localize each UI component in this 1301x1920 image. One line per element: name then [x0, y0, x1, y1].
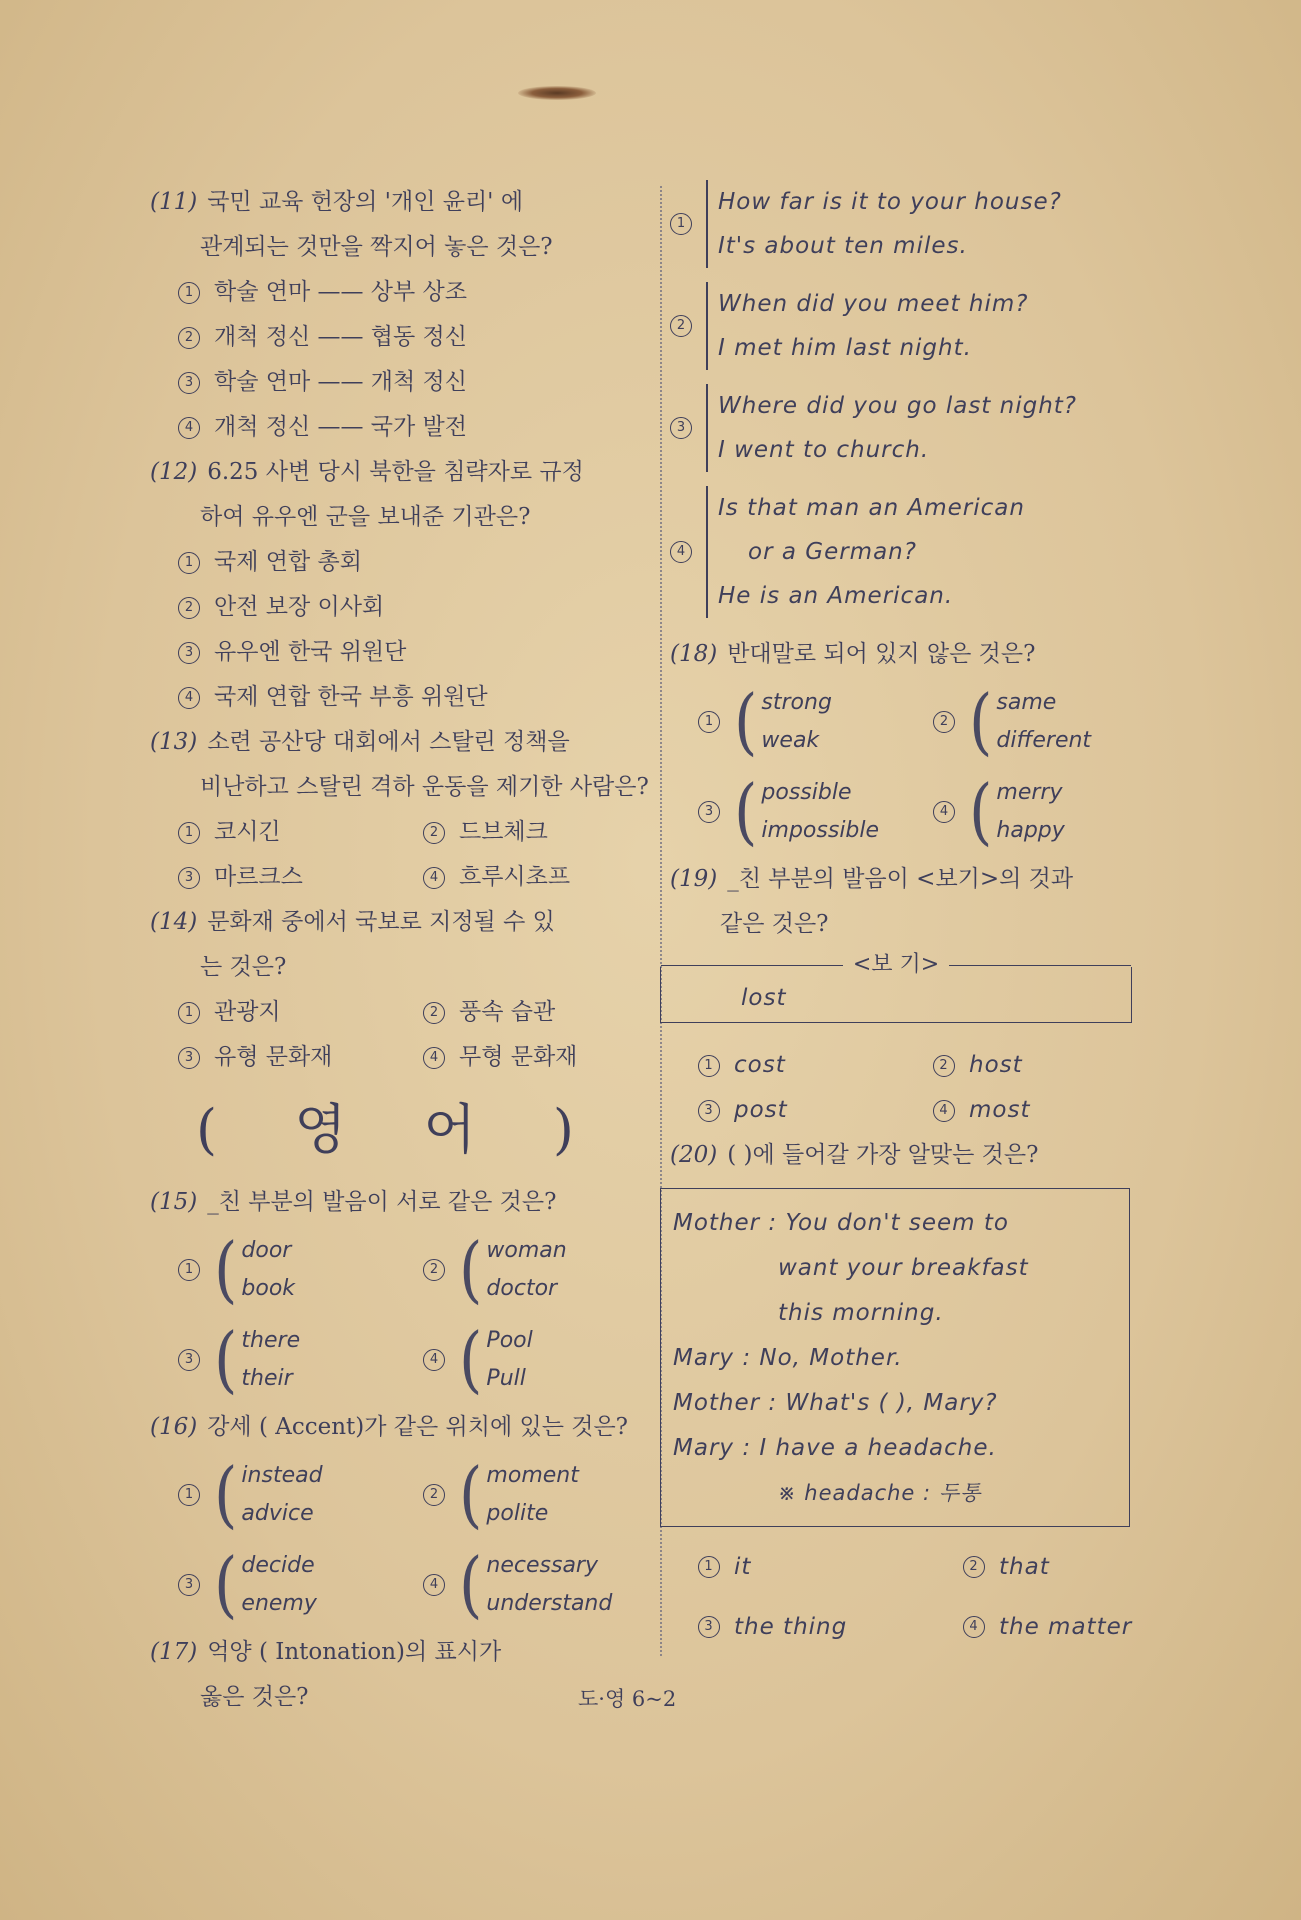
- option-3[interactable]: 3 ( decide enemy: [150, 1540, 395, 1630]
- option-1[interactable]: 1 How far is it to your house? It's about ten miles.: [670, 180, 1140, 268]
- dialog-box: [660, 1188, 1130, 1527]
- option-4[interactable]: 4 the matter: [935, 1597, 1140, 1657]
- question-17: [150, 1630, 650, 1720]
- option-2[interactable]: 2 host: [905, 1043, 1140, 1088]
- question-text: _친 부분의 발음이 서로 같은 것은?: [207, 1189, 557, 1215]
- question-13: [150, 720, 650, 900]
- option-2[interactable]: 2 안전 보장 이사회: [150, 585, 650, 630]
- option-1[interactable]: 1 관광지: [150, 990, 395, 1035]
- question-text: 같은 것은?: [720, 911, 829, 937]
- question-number: (16): [150, 1414, 198, 1440]
- question-text: 관계되는 것만을 짝지어 놓은 것은?: [200, 234, 553, 260]
- question-text: _친 부분의 발음이 <보기>의 것과: [727, 866, 1074, 892]
- option-3[interactable]: 3 post: [670, 1088, 905, 1133]
- option-1[interactable]: 1 학술 연마 —— 상부 상조: [150, 270, 650, 315]
- question-number: (13): [150, 729, 198, 755]
- option-3[interactable]: 3 the thing: [670, 1597, 935, 1657]
- question-text: 옳은 것은?: [200, 1684, 309, 1710]
- option-3[interactable]: 3 유형 문화재: [150, 1035, 395, 1080]
- question-number: (19): [670, 866, 718, 892]
- option-4[interactable]: 4 흐루시초프: [395, 855, 640, 900]
- page-footer: 도·영 6~2: [578, 1687, 677, 1711]
- question-20: [670, 1133, 1140, 1657]
- bogi-word: lost: [741, 985, 787, 1011]
- dialog-line: Mother : You don't seem to: [673, 1210, 1009, 1236]
- question-text: 국민 교육 헌장의 '개인 윤리' 에: [207, 189, 524, 215]
- option-4[interactable]: 4 Is that man an American or a German? He is an American.: [670, 486, 1140, 618]
- option-1[interactable]: 1 cost: [670, 1043, 905, 1088]
- question-number: (18): [670, 641, 718, 667]
- question-number: (17): [150, 1639, 198, 1665]
- option-3[interactable]: 3 학술 연마 —— 개척 정신: [150, 360, 650, 405]
- burn-mark: [518, 86, 596, 100]
- question-text: 비난하고 스탈린 격하 운동을 제기한 사람은?: [200, 774, 649, 800]
- option-2[interactable]: 2 풍속 습관: [395, 990, 640, 1035]
- option-2[interactable]: 2 ( moment polite: [395, 1450, 640, 1540]
- question-text: 문화재 중에서 국보로 지정될 수 있: [207, 909, 555, 935]
- bogi-box: [660, 952, 1132, 1023]
- question-text: 6.25 사변 당시 북한을 침략자로 규정: [207, 459, 584, 485]
- dialog-line: Mother : What's ( ), Mary?: [673, 1390, 998, 1416]
- question-19: [670, 857, 1140, 1133]
- question-number: (15): [150, 1189, 198, 1215]
- bogi-title: <보 기>: [852, 952, 940, 977]
- question-text: 강세 ( Accent)가 같은 위치에 있는 것은?: [207, 1414, 629, 1440]
- question-15: [150, 1180, 650, 1405]
- option-3[interactable]: 3 유우엔 한국 위원단: [150, 630, 650, 675]
- dialog-note: ※ headache : 두통: [778, 1481, 982, 1505]
- question-number: (20): [670, 1142, 718, 1168]
- dialog-line: Mary : I have a headache.: [673, 1435, 997, 1461]
- option-2[interactable]: 2 ( same different: [905, 677, 1140, 767]
- option-1[interactable]: 1 코시긴: [150, 810, 395, 855]
- option-3[interactable]: 3 마르크스: [150, 855, 395, 900]
- option-4[interactable]: 4 ( merry happy: [905, 767, 1140, 857]
- option-1[interactable]: 1 ( strong weak: [670, 677, 905, 767]
- option-3[interactable]: 3 ( there their: [150, 1315, 395, 1405]
- option-4[interactable]: 4 개척 정신 —— 국가 발전: [150, 405, 650, 450]
- option-4[interactable]: 4 국제 연합 한국 부흥 위원단: [150, 675, 650, 720]
- question-number: (14): [150, 909, 198, 935]
- question-text: 하여 유우엔 군을 보내준 기관은?: [200, 504, 531, 530]
- option-3[interactable]: 3 Where did you go last night? I went to church.: [670, 384, 1140, 472]
- option-1[interactable]: 1 ( door book: [150, 1225, 395, 1315]
- option-2[interactable]: 2 개척 정신 —— 협동 정신: [150, 315, 650, 360]
- question-11: [150, 180, 650, 450]
- subject-heading: ( 영 어 ): [196, 1098, 604, 1161]
- option-4[interactable]: 4 ( necessary understand: [395, 1540, 640, 1630]
- question-14: [150, 900, 650, 1080]
- question-16: [150, 1405, 650, 1630]
- question-number: (12): [150, 459, 198, 485]
- option-2[interactable]: 2 that: [935, 1537, 1140, 1597]
- option-4[interactable]: 4 ( Pool Pull: [395, 1315, 640, 1405]
- dialog-line: want your breakfast: [778, 1255, 1029, 1281]
- option-1[interactable]: 1 국제 연합 총회: [150, 540, 650, 585]
- left-column: [150, 180, 650, 1720]
- dialog-line: this morning.: [778, 1300, 944, 1326]
- option-2[interactable]: 2 ( woman doctor: [395, 1225, 640, 1315]
- question-18: [670, 632, 1140, 857]
- option-1[interactable]: 1 it: [670, 1537, 935, 1597]
- option-4[interactable]: 4 무형 문화재: [395, 1035, 640, 1080]
- option-2[interactable]: 2 드브체크: [395, 810, 640, 855]
- question-text: ( )에 들어갈 가장 알맞는 것은?: [727, 1142, 1039, 1168]
- option-2[interactable]: 2 When did you meet him? I met him last night.: [670, 282, 1140, 370]
- question-text: 는 것은?: [200, 954, 287, 980]
- right-column: [670, 180, 1140, 1657]
- question-text: 소련 공산당 대회에서 스탈린 정책을: [207, 729, 570, 755]
- question-text: 반대말로 되어 있지 않은 것은?: [727, 641, 1036, 667]
- question-text: 억양 ( Intonation)의 표시가: [207, 1639, 502, 1665]
- dialog-line: Mary : No, Mother.: [673, 1345, 903, 1371]
- question-12: [150, 450, 650, 720]
- option-3[interactable]: 3 ( possible impossible: [670, 767, 905, 857]
- option-4[interactable]: 4 most: [905, 1088, 1140, 1133]
- question-number: (11): [150, 189, 198, 215]
- option-1[interactable]: 1 ( instead advice: [150, 1450, 395, 1540]
